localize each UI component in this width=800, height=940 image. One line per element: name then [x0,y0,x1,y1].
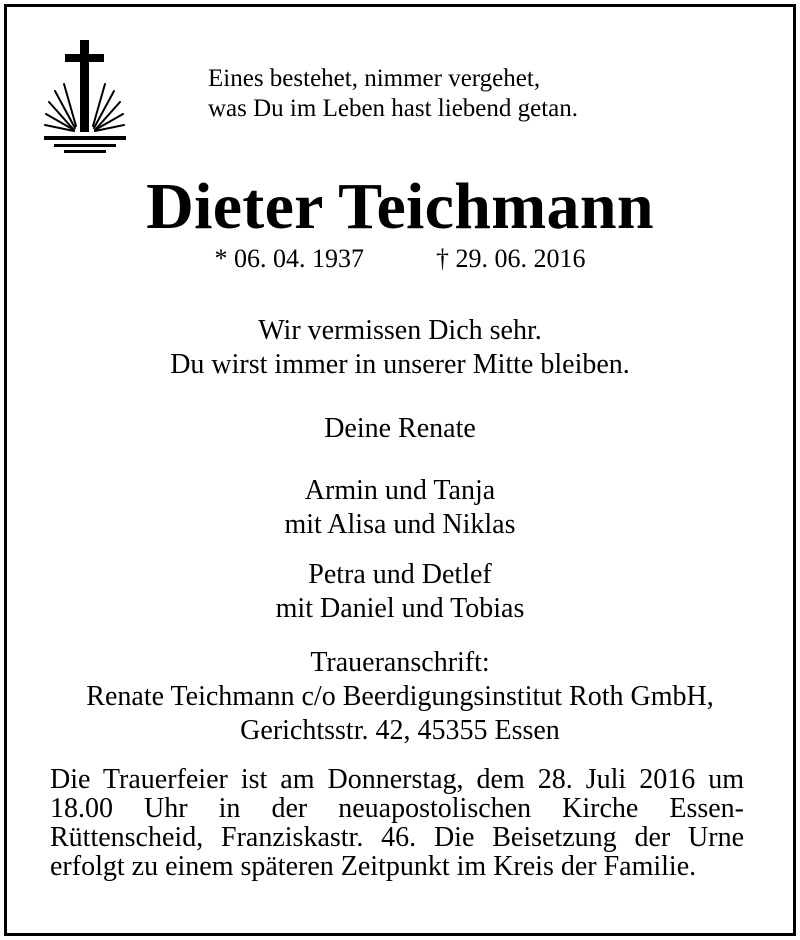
family-group-1-line-1: Armin und Tanja [304,475,496,506]
deceased-name: Dieter Teichmann [146,170,654,243]
farewell-message [0,314,800,382]
address-heading: Traueranschrift: [310,647,490,678]
cross-sunrise-emblem-icon [40,36,130,156]
birth-date: * 06. 04. 1937 [214,244,364,273]
message-line-2: Du wirst immer in unserer Mitte bleiben. [170,349,630,380]
motto-verse [208,64,688,124]
spouse-signature [0,412,800,446]
family-group-2-line-2: mit Daniel und Tobias [275,593,525,624]
motto-line-2: was Du im Leben hast liebend getan. [208,95,579,122]
mourning-address [0,646,800,748]
family-group-2-line-1: Petra und Detlef [308,559,492,590]
death-date: † 29. 06. 2016 [436,244,586,273]
spouse-name: Deine Renate [324,413,476,444]
funeral-notice: Die Trauerfeier ist am Donnerstag, dem 28. Juli 2016 um 18.00 Uhr in der neuapostolischen Kirche Essen-Rüttenscheid, Franziskastr. 46. Die Beisetzung der Urne erfolgt zu einem späteren Zeitpunkt im Kreis der Familie. [50,764,744,882]
address-line-1: Renate Teichmann c/o Beerdigungsinstitut Roth GmbH, [86,681,714,712]
address-line-2: Gerichtsstr. 42, 45355 Essen [240,715,560,746]
motto-line-1: Eines bestehet, nimmer vergehet, [208,65,541,92]
family-group-1-line-2: mit Alisa und Niklas [284,509,516,540]
family-group-1 [0,474,800,542]
family-group-2 [0,558,800,626]
life-dates [0,243,800,275]
message-line-1: Wir vermissen Dich sehr. [258,315,542,346]
